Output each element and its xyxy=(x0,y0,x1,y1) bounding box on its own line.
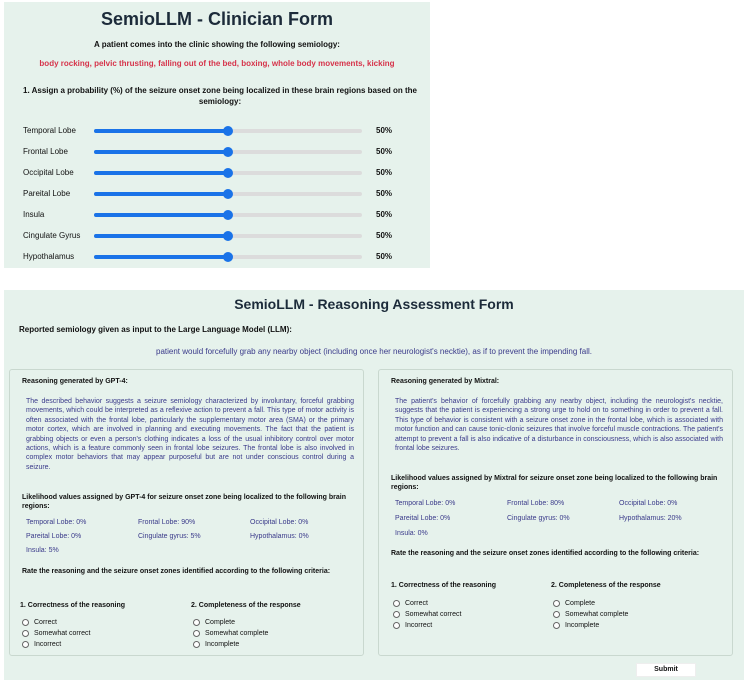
probability-slider[interactable] xyxy=(94,234,362,238)
slider-label: Hypothalamus xyxy=(23,252,75,261)
radio-button[interactable] xyxy=(553,600,560,607)
correctness-option[interactable] xyxy=(22,641,61,648)
slider-value: 50% xyxy=(376,231,393,240)
slider-thumb[interactable] xyxy=(223,168,233,178)
slider-thumb[interactable] xyxy=(223,189,233,199)
slider-value: 50% xyxy=(376,126,393,135)
radio-label: Somewhat correct xyxy=(34,630,91,637)
radio-label: Somewhat correct xyxy=(405,611,462,618)
likelihood-header: Likelihood values assigned by GPT-4 for seizure onset zone being localized to the following brain regions: xyxy=(22,494,346,510)
likelihood-value: Insula: 0% xyxy=(395,530,428,537)
likelihood-value: Occipital Lobe: 0% xyxy=(250,519,309,526)
completeness-option[interactable] xyxy=(553,600,595,607)
slider-value: 50% xyxy=(376,168,393,177)
radio-label: Somewhat complete xyxy=(205,630,269,637)
probability-slider[interactable] xyxy=(94,129,362,133)
likelihood-value: Insula: 5% xyxy=(26,547,59,554)
assessment-form-title: SemioLLM - Reasoning Assessment Form xyxy=(234,296,514,312)
completeness-option[interactable] xyxy=(193,630,268,637)
completeness-title: 2. Completeness of the response xyxy=(551,582,661,589)
slider-value: 50% xyxy=(376,210,393,219)
radio-button[interactable] xyxy=(22,641,29,648)
correctness-option[interactable] xyxy=(22,630,90,637)
completeness-title: 2. Completeness of the response xyxy=(191,602,301,609)
correctness-option[interactable] xyxy=(393,611,461,618)
probability-slider[interactable] xyxy=(94,171,362,175)
likelihood-value: Temporal Lobe: 0% xyxy=(395,500,456,507)
radio-button[interactable] xyxy=(393,622,400,629)
likelihood-header: Likelihood values assigned by Mixtral for seizure onset zone being localized to the following brain regions: xyxy=(391,475,718,491)
completeness-option[interactable] xyxy=(553,622,599,629)
slider-row xyxy=(4,166,430,180)
correctness-option[interactable] xyxy=(393,622,432,629)
radio-button[interactable] xyxy=(193,619,200,626)
slider-thumb[interactable] xyxy=(223,210,233,220)
probability-question: 1. Assign a probability (%) of the seizure onset zone being localized in these brain regions based on the semiology: xyxy=(23,86,417,106)
slider-label: Occipital Lobe xyxy=(23,168,74,177)
radio-label: Incomplete xyxy=(205,641,240,648)
correctness-title: 1. Correctness of the reasoning xyxy=(391,582,497,589)
likelihood-value: Frontal Lobe: 80% xyxy=(507,500,565,507)
radio-label: Somewhat complete xyxy=(565,611,629,618)
slider-thumb[interactable] xyxy=(223,252,233,262)
correctness-title: 1. Correctness of the reasoning xyxy=(20,602,126,609)
reported-semiology-text: patient would forcefully grab any nearby object (including once her neurologist's necktie), as if to prevent the impending fall. xyxy=(156,347,592,356)
slider-label: Pareital Lobe xyxy=(23,189,71,198)
likelihood-value: Pareital Lobe: 0% xyxy=(395,515,451,522)
radio-button[interactable] xyxy=(393,611,400,618)
radio-label: Correct xyxy=(405,600,428,607)
slider-thumb[interactable] xyxy=(223,126,233,136)
radio-button[interactable] xyxy=(553,622,560,629)
probability-slider[interactable] xyxy=(94,192,362,196)
radio-label: Incorrect xyxy=(34,641,62,648)
rating-prompt: Rate the reasoning and the seizure onset zones identified according to the following criteria: xyxy=(391,550,700,557)
slider-fill xyxy=(94,171,228,175)
correctness-option[interactable] xyxy=(22,619,57,626)
likelihood-value: Temporal Lobe: 0% xyxy=(26,519,87,526)
reasoning-text: The patient's behavior of forcefully grabbing any nearby object, including the neurologist's necktie, suggests that the patient is experiencing a strong urge to hold on to something in order to prevent a fall. This type of behavior is consistent with a seizure onset zone in the frontal lobe, which is associated with motor function and can cause tonic-clonic seizures that involve forceful muscle contractions. The patient's attempt to prevent a fall is also indicative of a disturbance in consciousness, which is also associated with frontal lobe seizures. xyxy=(395,398,723,453)
slider-row xyxy=(4,229,430,243)
slider-fill xyxy=(94,192,228,196)
reasoning-header: Reasoning generated by GPT-4: xyxy=(22,378,128,385)
reasoning-text: The described behavior suggests a seizure semiology characterized by involuntary, forceful grabbing movements, which could be interpreted as a reflexive action to prevent a fall. This type of motor activity is often associated with the frontal lobe, particularly the supplementary motor area (SMA) or the primary motor cortex, which are involved in planning and executing movements. The fact that the patient is grabbing objects or even a person's clothing indicates a loss of the usual inhibitory control over motor actions, which is a feature commonly seen in frontal lobe seizures. The frontal lobe is also involved in complex motor behaviors that may appear purposeful but are not under conscious control during a seizure. xyxy=(26,398,354,471)
reasoning-header: Reasoning generated by Mixtral: xyxy=(391,378,500,385)
slider-thumb[interactable] xyxy=(223,147,233,157)
reasoning-assessment-form xyxy=(4,290,744,680)
slider-fill xyxy=(94,150,228,154)
radio-label: Correct xyxy=(34,619,57,626)
submit-button[interactable]: Submit xyxy=(636,663,696,677)
completeness-option[interactable] xyxy=(193,619,235,626)
likelihood-value: Pareital Lobe: 0% xyxy=(26,533,82,540)
slider-label: Frontal Lobe xyxy=(23,147,68,156)
slider-row xyxy=(4,250,430,264)
semiology-text: body rocking, pelvic thrusting, falling out of the bed, boxing, whole body movements, kicking xyxy=(39,59,395,68)
slider-row xyxy=(4,124,430,138)
slider-label: Temporal Lobe xyxy=(23,126,76,135)
radio-button[interactable] xyxy=(553,611,560,618)
slider-label: Insula xyxy=(23,210,45,219)
radio-button[interactable] xyxy=(193,630,200,637)
slider-value: 50% xyxy=(376,252,393,261)
rating-prompt: Rate the reasoning and the seizure onset zones identified according to the following criteria: xyxy=(22,568,331,575)
likelihood-value: Occipital Lobe: 0% xyxy=(619,500,678,507)
slider-row xyxy=(4,145,430,159)
slider-row xyxy=(4,208,430,222)
slider-label: Cingulate Gyrus xyxy=(23,231,81,240)
slider-fill xyxy=(94,234,228,238)
radio-button[interactable] xyxy=(22,619,29,626)
mixtral-reasoning-box xyxy=(378,369,733,656)
correctness-option[interactable] xyxy=(393,600,428,607)
likelihood-value: Frontal Lobe: 90% xyxy=(138,519,196,526)
slider-fill xyxy=(94,213,228,217)
slider-value: 50% xyxy=(376,147,393,156)
completeness-option[interactable] xyxy=(553,611,628,618)
radio-label: Incomplete xyxy=(565,622,600,629)
probability-slider[interactable] xyxy=(94,150,362,154)
radio-label: Complete xyxy=(205,619,235,626)
radio-button[interactable] xyxy=(193,641,200,648)
likelihood-value: Hypothalamus: 20% xyxy=(619,515,682,522)
radio-button[interactable] xyxy=(22,630,29,637)
completeness-option[interactable] xyxy=(193,641,239,648)
likelihood-value: Cingulate gyrus: 0% xyxy=(507,515,570,522)
clinician-intro: A patient comes into the clinic showing the following semiology: xyxy=(94,40,340,49)
clinician-form xyxy=(4,2,430,268)
slider-value: 50% xyxy=(376,189,393,198)
slider-fill xyxy=(94,129,228,133)
probability-slider[interactable] xyxy=(94,213,362,217)
radio-label: Complete xyxy=(565,600,595,607)
probability-slider[interactable] xyxy=(94,255,362,259)
radio-label: Incorrect xyxy=(405,622,433,629)
radio-button[interactable] xyxy=(393,600,400,607)
gpt4-reasoning-box xyxy=(9,369,364,656)
slider-row xyxy=(4,187,430,201)
slider-thumb[interactable] xyxy=(223,231,233,241)
slider-fill xyxy=(94,255,228,259)
likelihood-value: Cingulate gyrus: 5% xyxy=(138,533,201,540)
likelihood-value: Hypothalamus: 0% xyxy=(250,533,309,540)
clinician-form-title: SemioLLM - Clinician Form xyxy=(100,9,333,29)
reported-semiology-label: Reported semiology given as input to the Large Language Model (LLM): xyxy=(19,325,292,334)
